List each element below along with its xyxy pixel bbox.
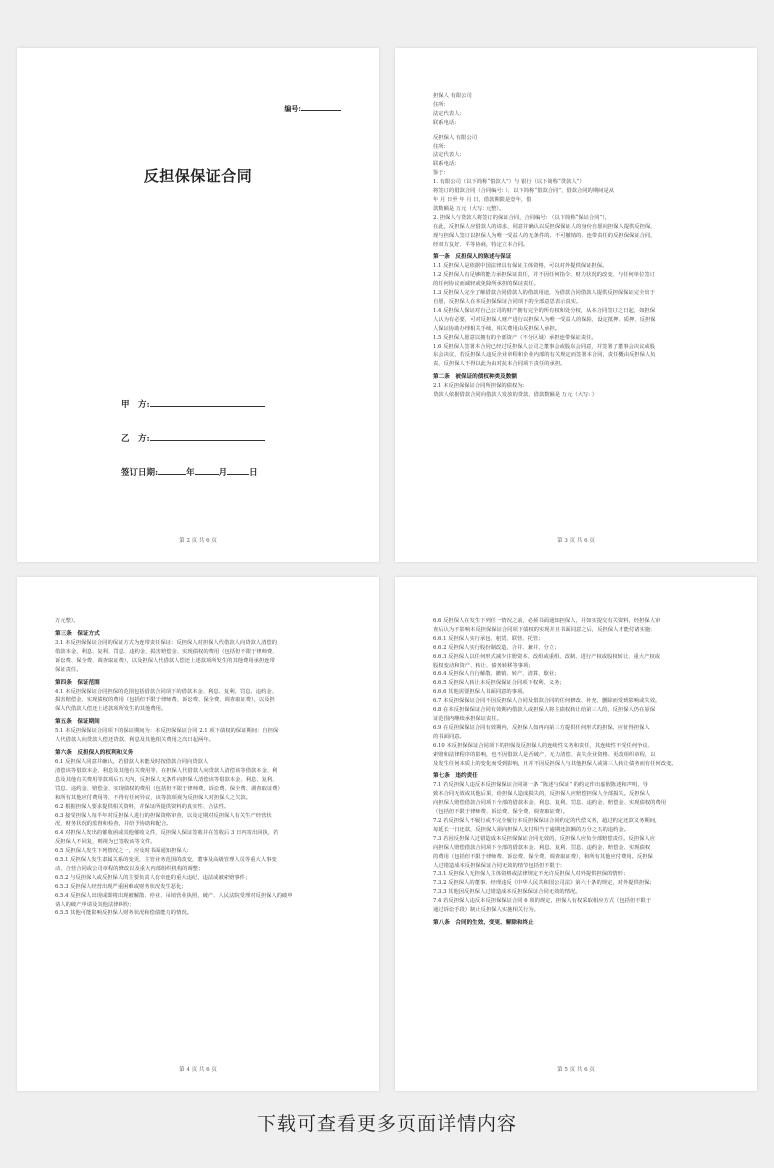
text-line: 6.3 接受担保人每半年对反担保人进行的担保资格审查，以及定期对反担保人有关生产经营状 bbox=[55, 812, 272, 819]
text-line: 诉讼费、保全费、调查取证费），以及担保人代借款人偿还上述款项所发生的其他费用承担连带 bbox=[55, 657, 275, 664]
text-line: 联系电话: bbox=[433, 119, 456, 126]
contract-title: 反担保保证合同 bbox=[143, 167, 253, 185]
party-b-line: 乙 方: bbox=[121, 432, 265, 444]
page-footer: 第 3 页 共 6 页 bbox=[557, 538, 595, 544]
text-line: 1. 有限公司（以下简称“借款人”）与 银行（以下简称“贷款人”） bbox=[433, 179, 585, 186]
sections bbox=[55, 630, 351, 918]
text-line: 6.5.3 反担保人经营出现严重困难或财务状况发生恶化； bbox=[55, 883, 187, 890]
text-line: 人过错造成本反担保保证合同无效的情节包括但不限于: bbox=[433, 862, 562, 869]
text-line: 法定代表人: bbox=[433, 110, 462, 117]
text-line: 东会决议，若反担保人违反企业章程和企业内部的有关规定而签署本合同，责任概由反担保人负 bbox=[433, 352, 656, 359]
text-line: 6.6.1 反担保人实行承包、租赁、联营、托管； bbox=[433, 635, 544, 642]
section-heading: 第八条 合同的生效、变更、解除和终止 bbox=[433, 920, 534, 926]
text-line: 反担保人不回复，则视为已签收该等文件。 bbox=[55, 839, 156, 846]
text-line: 7.3.3 其他因反担保人过错造成本反担保保证合同无效的情况。 bbox=[433, 889, 581, 896]
text-line: 借款本金、利息、复利、罚息、违约金、损害赔偿金、实现债权的费用（包括但不限于律师费、 bbox=[55, 648, 278, 655]
text-line: 款数额是 万元（大写: 元整）。 bbox=[433, 205, 505, 212]
text-line: 证范围内继续承担保证责任。 bbox=[433, 715, 502, 722]
text-line: 6.5 反担保人发生下列情况之一，应及时书面通知担保人: bbox=[55, 848, 189, 855]
page-2 bbox=[395, 48, 757, 562]
text-line: 担保人 有限公司 bbox=[433, 93, 472, 99]
text-line: 责，反担保人不得以此为由对抗本合同项下责任的承担。 bbox=[433, 361, 566, 368]
text-line: 保证责任。 bbox=[55, 666, 82, 673]
text-line: 向担保人赔偿借款合同项下全部的借款本金、利息、复利、罚息、违约金、赔偿金、实现债权 bbox=[433, 844, 651, 851]
text-line: 通过诉讼手段）制止反担保人实施相关行为。 bbox=[433, 907, 539, 914]
text-line: 自愿，反担保人在本反担保保证合同项下的全部意思表示真实。 bbox=[433, 299, 582, 306]
text-line: 动，合营合同或公司章程的修改以及重大内部组织机构的调整； bbox=[55, 865, 204, 872]
text-line: 7.2 若反担保人不履行或不完全履行本反担保保证合同约定的代偿义务，超过约定还款义务期间， bbox=[433, 818, 661, 825]
text-line: 在此，反担保人应借款人的请求，同意并确认以反担保保证人的身份自愿向担保人提供反担保， bbox=[433, 223, 656, 230]
text-line: 鉴于: bbox=[433, 170, 446, 177]
text-line: 6.4 对担保人发出的催收函或其他催收文件，反担保人保证签收并在签收后 3 日内寄出回执，若 bbox=[55, 830, 279, 837]
text-line: 贷款人依据借款合同向借款人发放的贷款，借款数额是 万元（大写: ） bbox=[433, 392, 598, 399]
text-line: 6.5.1 反担保人发生隶属关系的变更，主管业务范围的改变，董事及高级管理人员等重大人事变 bbox=[55, 857, 277, 864]
text-line: 6.5.2 与反担保人或反担保人的主要负责人有牵连的重大违纪、违法或被索赔事件； bbox=[55, 874, 251, 881]
text-line: 7.3.2 反担保人的董事、经理违反《中华人民共和国公司法》第六十条的规定，对外提供担保； bbox=[433, 880, 655, 887]
text-line: 1.3 反担保人完全了解借款合同借款人的借款用途，为借款合同借款人提供反担保保证完全出于 bbox=[433, 290, 655, 297]
text-line: 6.6.5 反担保人转让本反担保保证合同项下权利、义务； bbox=[433, 680, 565, 687]
text-line: 6.6.2 反担保人实行股份制改造，合并、兼并、分立； bbox=[433, 644, 560, 651]
text-line: 将签订的借款合同（合同编号: ），以下简称“借款合同”，借款合同的期间是从 bbox=[433, 188, 615, 195]
text-line: 人保证协助办理相关手续，相关费用由反担保人承担。 bbox=[433, 325, 561, 332]
text-line: 6.2 根据担保人要求提供相关资料，并保证所提供资料的真实性、合法性。 bbox=[55, 803, 230, 810]
text-line: 向担保人赔偿借款合同项下全部的借款本金、利息、复利、罚息、违约金、赔偿金、实现债权的费用 bbox=[433, 800, 667, 807]
text-line: 保人代借款人偿还上述款项所发生的其他费用。 bbox=[55, 706, 167, 713]
text-line: 6.10 本反担保保证合同项下的担保及反担保人的连续性义务和责任，其连续性不受任何争议、 bbox=[433, 742, 654, 749]
text-line: （包括但不限于律师费、诉讼费、保全费、调查取证费）。 bbox=[433, 809, 569, 816]
text-line: 况、财务状况的监督和检查，并给予协助和配合。 bbox=[55, 821, 172, 828]
text-line: 现与担保人签订以担保人为唯一受益人的无条件的、不可撤销的、连带责任的反担保保证合同， bbox=[433, 232, 656, 239]
section-heading: 第二条 被保证的债权种类及数额 bbox=[433, 374, 517, 381]
text-line: 股权变动和资产、转让、债务转移等事项； bbox=[433, 662, 534, 669]
text-line: 1.4 反担保人保证对自己公司的财产拥有完全的所有权和处分权，从本合同签订之日起，如担保 bbox=[433, 307, 655, 314]
text-line: 及发生任何本质上的变化而受到影响，且并不因反担保人与其他担保人或第三人转让债务而有任何改变。 bbox=[433, 760, 677, 767]
text-line: 1.2 反担保人有足够的能力承担保证责任，并不因任何指令、财力状况的改变、与任何单位签订 bbox=[433, 272, 655, 279]
intro-lines bbox=[433, 617, 729, 768]
text-line: 2.1 本反担保保证合同所担保的债权为: bbox=[433, 383, 525, 390]
section-heading: 第六条 反担保人的权利和义务 bbox=[55, 750, 134, 757]
page-4 bbox=[395, 577, 757, 1091]
section-heading: 第四条 保证范围 bbox=[55, 679, 100, 686]
section-heading: 第五条 保证期间 bbox=[55, 719, 100, 726]
text-line: 损害赔偿金、实现债权的费用（包括但不限于律师费、诉讼费、保全费、调查取证费），以及担 bbox=[55, 697, 275, 704]
page-footer: 第 5 页 共 6 页 bbox=[557, 1067, 595, 1073]
text-line: 1.6 反担保人签署本合同已经过反担保人公司之董事会或股东会同意，并签署了董事会决议或股 bbox=[433, 343, 655, 350]
page-3-body bbox=[55, 617, 351, 918]
text-line: 联系电话: bbox=[433, 161, 456, 168]
text-line: 5.1 本反担保保证合同项下的保证期间为：本反担保保证合同 2.1 项下债权的保证期间：自担保 bbox=[55, 728, 279, 735]
text-line: 致本合同无效或其他后果，给担保人造成损失的，反担保人应赔偿担保人全部损失。反担保人 bbox=[433, 791, 651, 798]
text-line: 2. 担保人与贷款人将签订的保证合同，合同编号: （以下简称“保证合同”）， bbox=[433, 214, 611, 221]
page-footer: 第 4 页 共 6 页 bbox=[179, 1067, 217, 1073]
text-line: 4.1 本反担保保证合同担保的范围包括借款合同项下的借款本金、利息、复利、罚息、违约金、 bbox=[55, 688, 277, 695]
text-line: 的任何协议而减轻或免除所承担的保证责任。 bbox=[433, 281, 539, 288]
download-caption[interactable]: 下载可查看更多页面详情内容 bbox=[256, 1113, 517, 1135]
text-line: 人认为有必要，可对反担保人财产进行以担保人为唯一受益人的保险，设定抵押、质押，反担保 bbox=[433, 316, 656, 323]
text-line: 和所有其他应付费用等，不得有任何异议，该等款项视为反担保人对担保人之欠款。 bbox=[55, 794, 251, 801]
text-line: 清偿该等借款本金、利息及其他有关费用等，在担保人代借款人向贷款人清偿该等借款本金、利 bbox=[55, 767, 278, 774]
section-heading: 第七条 违约责任 bbox=[433, 773, 478, 780]
text-line: 6.5.4 反担保人出现或即将出现被解散、停业、吊销营业执照、破产、人民法院受理对反担保人的破申 bbox=[55, 892, 293, 899]
text-line: 6.6 反担保人在发生下列任一情况之前，必须书面通知担保人，并如实提交有关资料，经担保人审 bbox=[433, 618, 661, 624]
text-line: 请人的破产申请及其他法律纠纷； bbox=[55, 901, 135, 908]
section-heading: 第一条 反担保人的陈述与保证 bbox=[433, 254, 512, 261]
text-line: 7.3 若因反担保人过错造成本反担保保证合同无效的，反担保人应负全部赔偿责任。反担保人应 bbox=[433, 835, 655, 842]
text-line: 6.6.4 反担保人自行解散、撤销、转产、清算、歇业； bbox=[433, 671, 560, 678]
text-line: 7.3.1 反担保人无担保人主体资格或法律规定不允许反担保人对外提供担保的情形； bbox=[433, 871, 629, 878]
text-line: 3.1 本反担保保证合同的保证方式为连带责任保证：反担保人对担保人代借款人向贷款人清偿的 bbox=[55, 639, 277, 646]
sign-date-line: 签订日期: 年 月 日 bbox=[121, 468, 258, 478]
text-line: 6.6.6 其他需要担保人书面同意的事项。 bbox=[433, 689, 528, 696]
text-line: 1.1 反担保人是依据中国法律具有保证主体资格，可以对外提供保证担保。 bbox=[433, 263, 608, 270]
text-line: 7.4 若反担保人违反本反担保保证合同 6 项的规定，担保人有权采取相应方式（包括但不限于 bbox=[433, 898, 652, 905]
sections bbox=[433, 253, 729, 400]
text-line: 的费用（包括但不限于律师费、诉讼费、保全费、调查取证费），和所有其他应付费用。反担保 bbox=[433, 853, 653, 860]
text-line: 6.1 反担保人同意并确认，若借款人未能及时按借款合同向贷款人 bbox=[55, 759, 209, 766]
text-line: 人代借款人向贷款人偿还贷款、利息及其他相关费用之次日起两年。 bbox=[55, 737, 214, 744]
party-a-line: 甲 方: bbox=[121, 398, 265, 410]
text-line: 查后认为不影响本反担保保证合同项下债权的实现并且书面同意之后，反担保人才能付诸实施: bbox=[433, 626, 652, 633]
text-line: 的书面同意。 bbox=[433, 733, 465, 740]
sections bbox=[433, 772, 729, 928]
contract-number: 编号: bbox=[284, 104, 341, 114]
page-footer: 第 2 页 共 6 页 bbox=[179, 538, 217, 544]
text-line: 经双方友好、平等协商，特定立本合同。 bbox=[433, 241, 529, 248]
text-line: 6.9 在反担保保证合同有效期内，反担保人如再向第三方提供任何形式的担保，应征得担保人 bbox=[433, 724, 650, 731]
text-line: 6.7 本反担保保证合同不因反担保人合同及借款合同的任何修改、补充、删除而受到影响或失效。 bbox=[433, 698, 661, 705]
text-line: 罚息、违约金、赔偿金、实现债权的费用（包括但不限于律师费、诉讼费、保全费、调查取证费） bbox=[55, 785, 283, 792]
text-line: 年 月 日至 年 月 日，借款期限是壹年，借 bbox=[433, 196, 532, 203]
text-line: 法定代表人: bbox=[433, 152, 462, 159]
text-line: 索赔和法律程序的影响，也不因借款人是否破产、无力清偿、丧失企业资格、更改组织章程，以 bbox=[433, 751, 656, 758]
text-line: 住所: bbox=[433, 101, 446, 108]
page-2-body bbox=[433, 92, 729, 400]
intro-lines bbox=[433, 92, 729, 249]
continued-line: 万元整）。 bbox=[55, 618, 79, 624]
text-line: 7.1 若反担保人违反本反担保保证合同第一条 “陈述与保证” 的约定作出虚假陈述和声明，导 bbox=[433, 782, 648, 789]
text-line: 1.5 反担保人愿意以拥有的全部资产（不分区域）承担连带保证责任。 bbox=[433, 334, 597, 341]
text-line: 6.8 在本反担保保证合同有效期内借款人或担保人将主债权转让给第三人的，反担保人仍在原保 bbox=[433, 707, 655, 714]
text-line: 反担保人 有限公司 bbox=[433, 134, 478, 141]
page-cover bbox=[17, 48, 379, 562]
text-line: 息及其他有关费用等款项后五天内，反担保人无条件向担保人清偿该等借款本金、利息、复利、 bbox=[55, 776, 278, 783]
text-line: 住所: bbox=[433, 143, 446, 150]
page-3 bbox=[17, 577, 379, 1091]
text-line: 6.6.3 反担保人以任何形式减少注册资本、改组或重组、改制、进行产权或股权转让、重大产权或 bbox=[433, 653, 661, 660]
section-heading: 第三条 保证方式 bbox=[55, 630, 100, 637]
page-4-body bbox=[433, 617, 729, 928]
text-line: 每延长一日还款，反担保人须向担保人支付相当于逾期还款额的万分之五的违约金。 bbox=[433, 826, 629, 833]
text-line: 6.5.5 其他可能影响反担保人财务状况和偿债能力的情况。 bbox=[55, 910, 192, 917]
